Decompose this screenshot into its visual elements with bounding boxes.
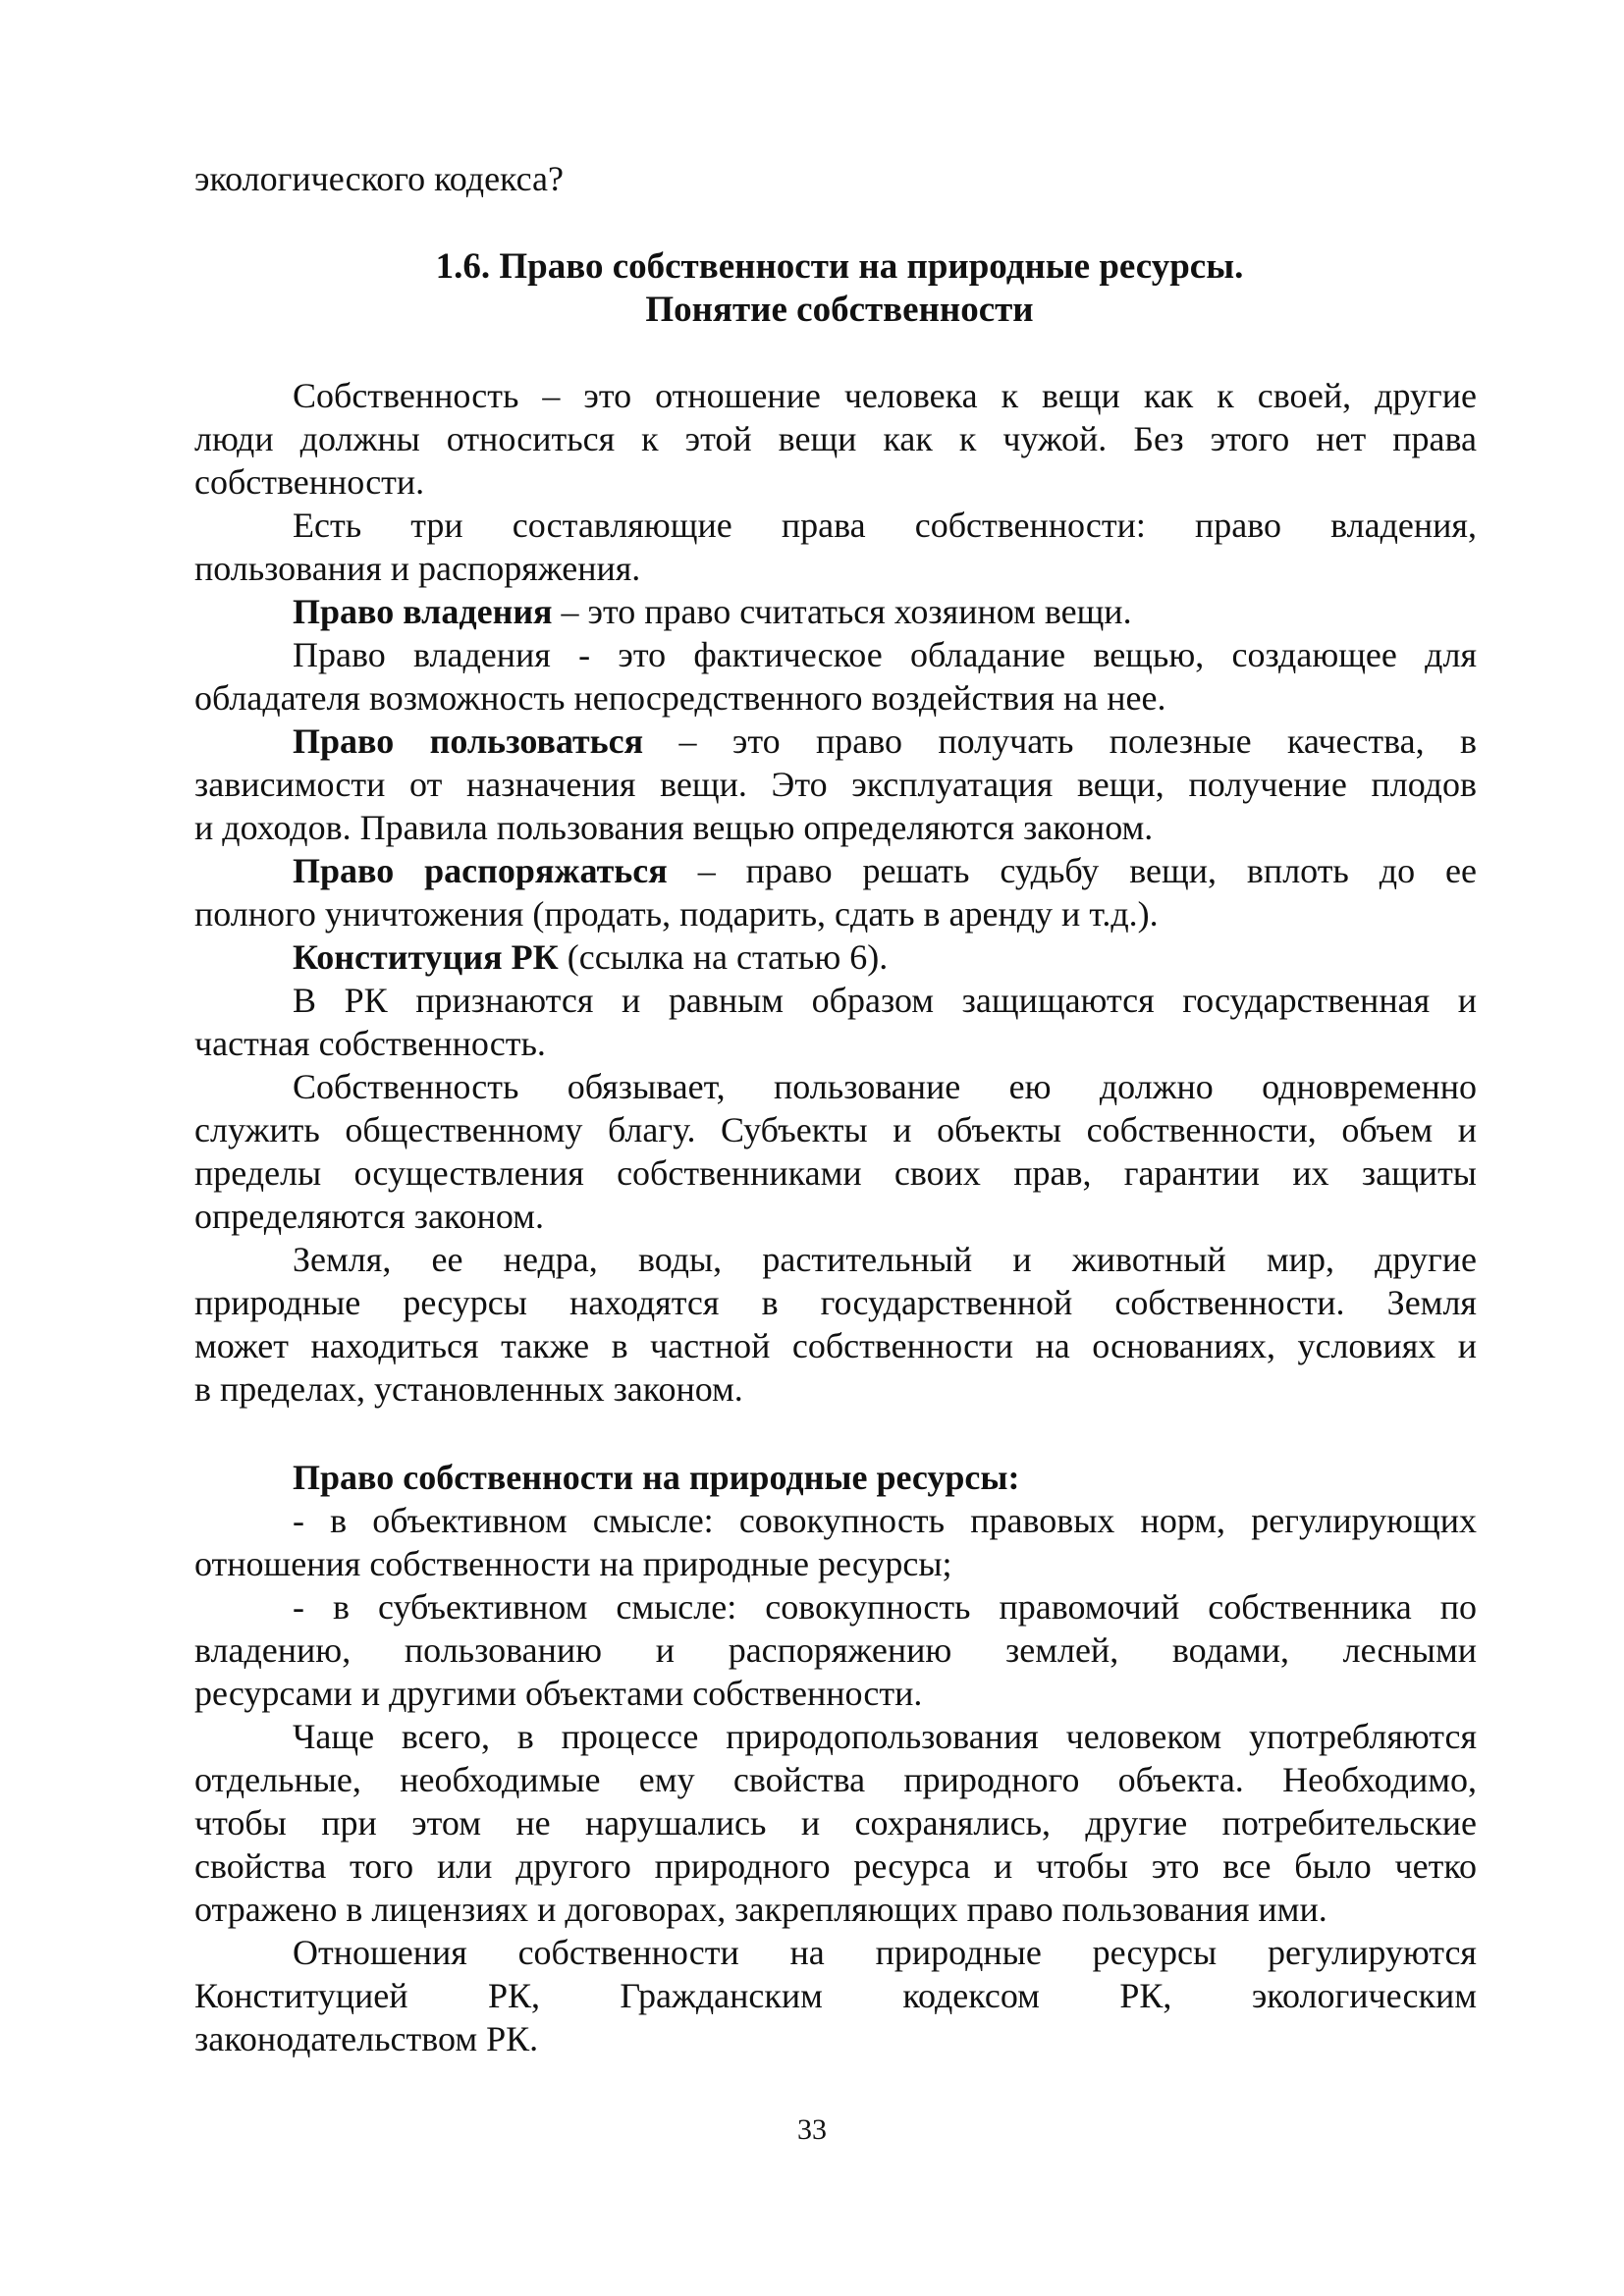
list-item-line: ресурсами и другими объектами собственности. — [194, 1674, 923, 1713]
paragraph-line: собственности. — [194, 462, 425, 502]
paragraph-line: чтобы при этом не нарушались и сохранялись, другие потребительские — [194, 1803, 1477, 1842]
paragraph-line: в пределах, установленных законом. — [194, 1369, 743, 1409]
paragraph-line: люди должны относиться к этой вещи как к чужой. Без этого нет права — [194, 419, 1477, 458]
paragraph-line: Конституцией РК, Гражданским кодексом РК, экологическим — [194, 1976, 1477, 2015]
list-item-line: - в объективном смысле: совокупность правовых норм, регулирующих — [293, 1501, 1477, 1540]
paragraph-line: Есть три составляющие права собственности: право владения, — [293, 506, 1477, 545]
page-number: 33 — [797, 2113, 827, 2146]
term-constitution: Конституция РК — [293, 937, 559, 977]
term-use: Право пользоваться — [293, 721, 644, 761]
paragraph-line: Чаще всего, в процессе природопользования человеком употребляются — [293, 1717, 1477, 1756]
list-item-line: - в субъективном смысле: совокупность правомочий собственника по — [293, 1587, 1477, 1627]
paragraph-line: пользования и распоряжения. — [194, 549, 641, 588]
paragraph-line: частная собственность. — [194, 1024, 546, 1063]
paragraph-line — [293, 590, 1477, 633]
paragraph-line: определяются законом. — [194, 1197, 544, 1236]
list-item-line: владению, пользованию и распоряжению землей, водами, лесными — [194, 1630, 1477, 1670]
paragraph-line: Отношения собственности на природные ресурсы регулируются — [293, 1933, 1477, 1972]
paragraph-line: полного уничтожения (продать, подарить, сдать в аренду и т.д.). — [194, 894, 1159, 934]
paragraph-line: пределы осуществления собственниками своих прав, гарантии их защиты — [194, 1153, 1477, 1193]
paragraph-line: Собственность – это отношение человека к вещи как к своей, другие — [293, 376, 1477, 415]
paragraph-line: может находиться также в частной собственности на основаниях, условиях и — [194, 1326, 1477, 1365]
subheading: Право собственности на природные ресурсы: — [293, 1458, 1020, 1497]
paragraph-line: зависимости от назначения вещи. Это эксплуатация вещи, получение плодов — [194, 765, 1477, 804]
paragraph-line — [293, 849, 1477, 892]
section-title-line1: 1.6. Право собственности на природные ресурсы. — [435, 246, 1244, 287]
paragraph-line: служить общественному благу. Субъекты и объекты собственности, объем и — [194, 1110, 1477, 1149]
paragraph-line: отражено в лицензиях и договорах, закрепляющих право пользования ими. — [194, 1890, 1327, 1929]
paragraph-line: В РК признаются и равным образом защищаются государственная и — [293, 981, 1477, 1020]
paragraph-line: отдельные, необходимые ему свойства природного объекта. Необходимо, — [194, 1760, 1477, 1799]
paragraph-line — [293, 935, 1477, 979]
paragraph-line: свойства того или другого природного ресурса и чтобы это все было четко — [194, 1846, 1477, 1886]
carryover-line: экологического кодекса? — [194, 159, 565, 198]
paragraph-line: обладателя возможность непосредственного воздействия на нее. — [194, 678, 1166, 718]
definition-text: – это право считаться хозяином вещи. — [552, 592, 1132, 631]
paragraph-line — [293, 720, 1477, 763]
definition-text: – это право получать полезные качества, в — [643, 721, 1477, 761]
section-title-line2: Понятие собственности — [645, 290, 1034, 330]
paragraph-line: и доходов. Правила пользования вещью определяются законом. — [194, 808, 1154, 847]
reference-text: (ссылка на статью 6). — [558, 937, 889, 977]
paragraph-line: Право владения - это фактическое обладание вещью, создающее для — [293, 635, 1477, 674]
list-item-line: отношения собственности на природные ресурсы; — [194, 1544, 952, 1583]
paragraph-line: природные ресурсы находятся в государственной собственности. Земля — [194, 1283, 1477, 1322]
paragraph-line: Собственность обязывает, пользование ею должно одновременно — [293, 1067, 1477, 1106]
paragraph-line: законодательством РК. — [194, 2019, 539, 2058]
term-ownership: Право владения — [293, 592, 553, 631]
paragraph-line: Земля, ее недра, воды, растительный и животный мир, другие — [293, 1240, 1477, 1279]
term-disposal: Право распоряжаться — [293, 851, 668, 890]
definition-text: – право решать судьбу вещи, вплоть до ее — [667, 851, 1477, 890]
